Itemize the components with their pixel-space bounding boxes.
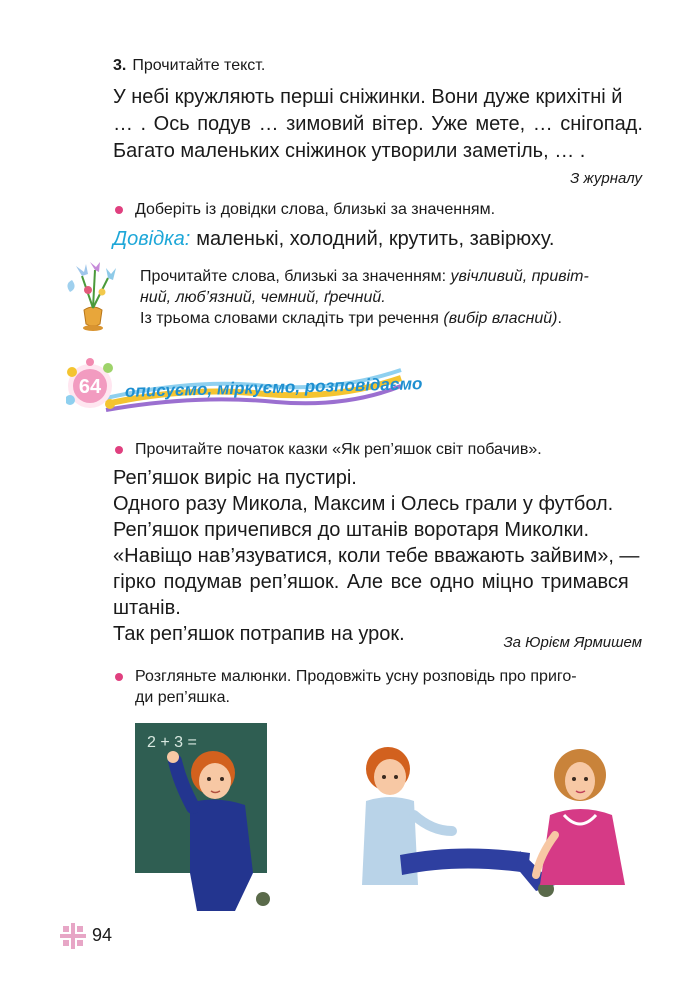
- task-bullet: [113, 199, 643, 220]
- ornament-icon: [60, 923, 86, 949]
- story-line: Реп’яшок причепився до штанів воротаря Миколки.: [113, 519, 590, 541]
- note-text: Із трьома словами складіть три речення: [140, 310, 444, 327]
- note-words: ний, люб’язний, чемний, ґречний.: [140, 289, 386, 306]
- boy-at-blackboard-image: [135, 723, 275, 913]
- synonyms-note: [140, 266, 640, 329]
- boy-and-teacher-image: [340, 735, 640, 905]
- task-3-paragraph: [113, 84, 641, 165]
- story-text: [113, 465, 641, 647]
- hint-text: маленькі, холодний, крутить, завірюху.: [196, 228, 555, 250]
- page-number: 94: [92, 925, 113, 945]
- hint: [113, 228, 554, 251]
- paragraph-line: У небі кружляють перші сніжинки. Вони дуже крихітні й: [113, 86, 623, 108]
- story-line: Одного разу Микола, Максим і Олесь грали у футбол.: [113, 493, 614, 515]
- flower-vase-icon: [62, 262, 124, 334]
- section-title: описуємо, міркуємо, розповідаємо: [124, 374, 423, 401]
- bullet-dot-icon: [115, 673, 123, 681]
- bullet-text: [135, 666, 577, 708]
- board-text: 2 + 3 =: [147, 734, 197, 751]
- section-number: 64: [78, 376, 102, 398]
- paragraph-line: … . Ось подув … зимовий вітер. Уже мете, … снігопад.: [113, 113, 643, 135]
- task-number: 3.: [113, 57, 127, 74]
- note-words: увічливий, привіт-: [450, 268, 589, 285]
- bullet-line: Розгляньте малюнки. Продовжіть усну розповідь про приго-: [135, 668, 577, 685]
- note-line-3: [140, 308, 640, 329]
- story-line: «Навіщо нав’язуватися, коли тебе вважають зайвим», —: [113, 545, 640, 567]
- pictures-bullet: [113, 666, 643, 708]
- story-line: Реп’яшок виріс на пустирі.: [113, 467, 357, 489]
- bullet-dot-icon: [115, 206, 123, 214]
- story-source: За Юрієм Ярмишем: [503, 634, 642, 651]
- bullet-line: ди реп’яшка.: [135, 689, 230, 706]
- bullet-text: Прочитайте початок казки «Як реп’яшок світ побачив».: [135, 441, 542, 458]
- story-line: штанів.: [113, 597, 181, 619]
- note-line-1: [140, 266, 640, 287]
- note-choice: (вибір власний): [443, 310, 558, 327]
- source-attribution: З журналу: [570, 170, 642, 187]
- story-line: гірко подумав реп’яшок. Але все одно міцно тримався: [113, 571, 629, 593]
- note-text: Прочитайте слова, близькі за значенням:: [140, 268, 451, 285]
- story-bullet: [113, 439, 643, 460]
- bullet-text: Доберіть із довідки слова, близькі за значенням.: [135, 201, 496, 218]
- bullet-dot-icon: [115, 446, 123, 454]
- task-instruction: Прочитайте текст.: [132, 57, 266, 74]
- hint-label: Довідка:: [113, 228, 191, 250]
- task-3-heading: [113, 57, 265, 75]
- story-line: Так реп’яшок потрапив на урок.: [113, 623, 405, 645]
- note-text: .: [557, 310, 562, 327]
- note-line-2: [140, 287, 640, 308]
- paragraph-line: Багато маленьких сніжинок утворили заметіль, … .: [113, 140, 586, 162]
